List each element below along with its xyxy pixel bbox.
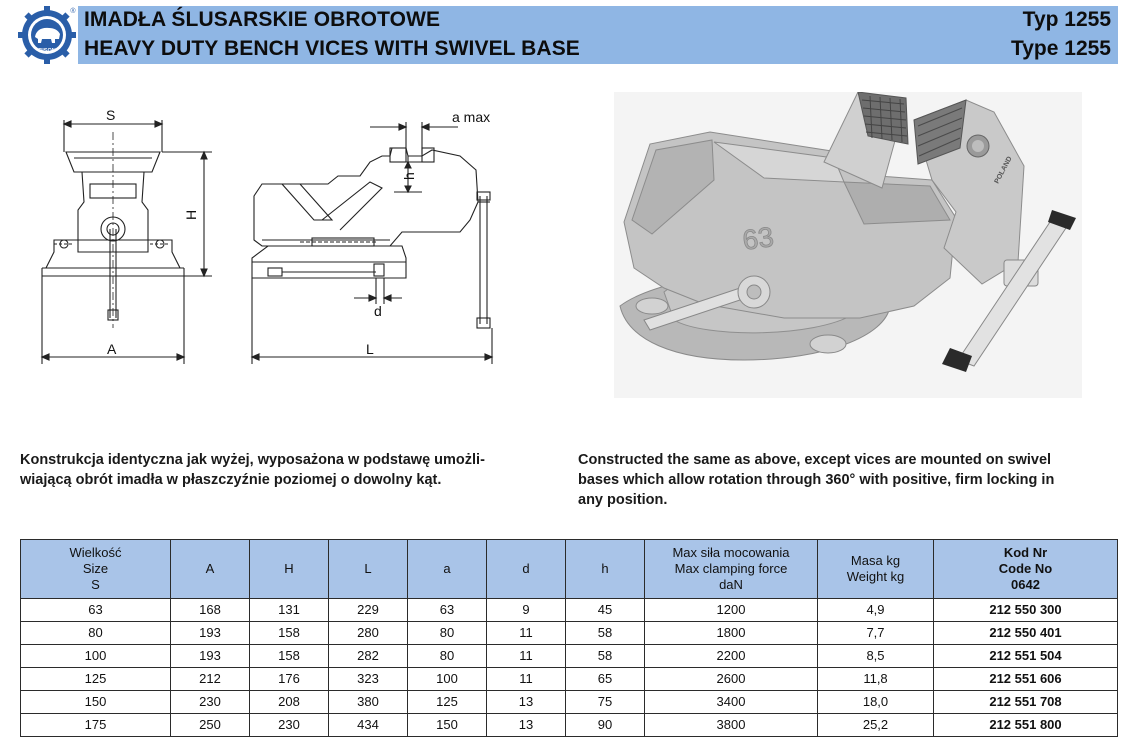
header-mass: Masa kg Weight kg (818, 540, 934, 599)
cell-a: 193 (171, 645, 250, 668)
cell-mass: 25,2 (818, 714, 934, 737)
table-row (21, 622, 1118, 645)
cell-a: 212 (171, 668, 250, 691)
cell-size: 150 (21, 691, 171, 714)
logo-text: BISON (38, 48, 56, 54)
cell-a-small: 150 (408, 714, 487, 737)
cell-code: 212 550 401 (934, 622, 1118, 645)
jaw-text: POLAND (993, 155, 1014, 185)
table-row (21, 645, 1118, 668)
cell-code: 212 551 504 (934, 645, 1118, 668)
embossed-number: 63 (740, 220, 776, 256)
cell-size: 80 (21, 622, 171, 645)
cell-size: 175 (21, 714, 171, 737)
cell-force: 1800 (645, 622, 818, 645)
cell-d: 11 (487, 645, 566, 668)
front-view-drawing (42, 120, 212, 364)
cell-l: 229 (329, 599, 408, 622)
cell-a-small: 80 (408, 622, 487, 645)
header-bar (78, 6, 1118, 64)
cell-l: 323 (329, 668, 408, 691)
cell-h: 158 (250, 622, 329, 645)
cell-l: 434 (329, 714, 408, 737)
cell-l: 380 (329, 691, 408, 714)
label-a-big: A (107, 341, 117, 357)
table-row (21, 668, 1118, 691)
cell-h-small: 90 (566, 714, 645, 737)
cell-a-small: 80 (408, 645, 487, 668)
label-h-big: H (183, 209, 199, 220)
cell-size: 100 (21, 645, 171, 668)
technical-drawing (30, 92, 530, 372)
type-pl: Typ 1255 (1022, 8, 1111, 31)
cell-h-small: 58 (566, 622, 645, 645)
cell-l: 282 (329, 645, 408, 668)
table-row (21, 599, 1118, 622)
header-d: d (487, 540, 566, 599)
description-en-line: bases which allow rotation through 360° with positive, firm locking in (578, 472, 1055, 488)
cell-force: 2200 (645, 645, 818, 668)
cell-a: 168 (171, 599, 250, 622)
cell-code: 212 550 300 (934, 599, 1118, 622)
description-pl (20, 450, 560, 490)
cell-h: 158 (250, 645, 329, 668)
cell-code: 212 551 708 (934, 691, 1118, 714)
cell-force: 2600 (645, 668, 818, 691)
header-size: Wielkość Size S (21, 540, 171, 599)
header-code: Kod Nr Code No 0642 (934, 540, 1118, 599)
title-pl: IMADŁA ŚLUSARSKIE OBROTOWE (84, 8, 441, 31)
cell-h-small: 75 (566, 691, 645, 714)
description-pl-line: Konstrukcja identyczna jak wyżej, wyposażona w podstawę umożli- (20, 452, 485, 468)
table-row (21, 714, 1118, 737)
spec-table (20, 539, 1118, 737)
cell-d: 11 (487, 622, 566, 645)
cell-a-small: 125 (408, 691, 487, 714)
cell-mass: 4,9 (818, 599, 934, 622)
cell-h-small: 65 (566, 668, 645, 691)
cell-h-small: 45 (566, 599, 645, 622)
cell-mass: 11,8 (818, 668, 934, 691)
header-a: A (171, 540, 250, 599)
header-h-small: h (566, 540, 645, 599)
cell-h: 230 (250, 714, 329, 737)
registered-mark: ® (70, 8, 76, 15)
header-a-small: a (408, 540, 487, 599)
description-pl-line: wiającą obrót imadła w płaszczyźnie poziomej o dowolny kąt. (20, 472, 442, 488)
vice-photo (614, 92, 1082, 398)
cell-d: 9 (487, 599, 566, 622)
cell-size: 125 (21, 668, 171, 691)
cell-a-small: 100 (408, 668, 487, 691)
cell-h-small: 58 (566, 645, 645, 668)
cell-mass: 8,5 (818, 645, 934, 668)
description-en-line: any position. (578, 492, 668, 508)
description-en-line: Constructed the same as above, except vices are mounted on swivel (578, 452, 1052, 468)
label-a-max: a max (452, 109, 491, 125)
label-d: d (374, 303, 382, 319)
cell-mass: 7,7 (818, 622, 934, 645)
type-en: Type 1255 (1010, 37, 1111, 60)
description-en (578, 450, 1118, 510)
label-h-small: h (401, 172, 417, 180)
header-l: L (329, 540, 408, 599)
cell-force: 1200 (645, 599, 818, 622)
title-en: HEAVY DUTY BENCH VICES WITH SWIVEL BASE (84, 37, 580, 60)
cell-h: 208 (250, 691, 329, 714)
cell-force: 3400 (645, 691, 818, 714)
cell-a: 230 (171, 691, 250, 714)
cell-h: 131 (250, 599, 329, 622)
cell-a: 250 (171, 714, 250, 737)
label-s: S (106, 107, 116, 123)
cell-d: 13 (487, 691, 566, 714)
label-l: L (366, 341, 374, 357)
cell-mass: 18,0 (818, 691, 934, 714)
side-view-drawing (252, 122, 492, 364)
cell-a: 193 (171, 622, 250, 645)
header-force: Max siła mocowania Max clamping force daN (645, 540, 818, 599)
cell-h: 176 (250, 668, 329, 691)
cell-force: 3800 (645, 714, 818, 737)
bison-logo (18, 6, 76, 64)
cell-d: 11 (487, 668, 566, 691)
cell-l: 280 (329, 622, 408, 645)
table-header-row (21, 540, 1118, 599)
cell-code: 212 551 606 (934, 668, 1118, 691)
table-row (21, 691, 1118, 714)
cell-code: 212 551 800 (934, 714, 1118, 737)
cell-size: 63 (21, 599, 171, 622)
cell-a-small: 63 (408, 599, 487, 622)
cell-d: 13 (487, 714, 566, 737)
header-h: H (250, 540, 329, 599)
